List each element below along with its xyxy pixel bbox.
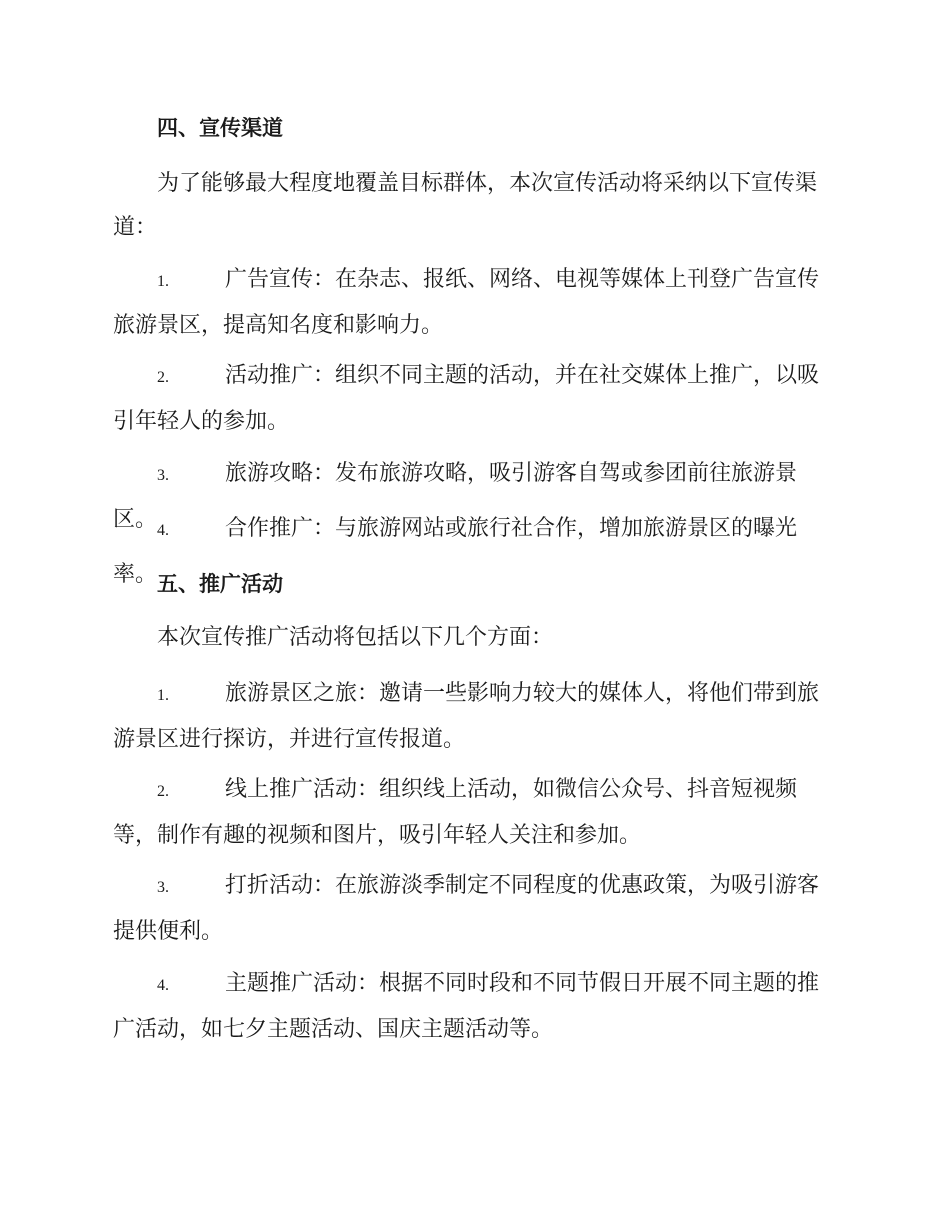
list-item-text: 打折活动：在旅游淡季制定不同程度的优惠政策，为吸引游客提供便利。 — [113, 873, 820, 944]
list-item-number: 3. — [157, 467, 169, 484]
list-item-number: 2. — [157, 783, 169, 800]
list-item-number: 1. — [157, 687, 169, 704]
list-item — [113, 864, 833, 954]
list-item-number: 1. — [157, 273, 169, 290]
list-item-text: 广告宣传：在杂志、报纸、网络、电视等媒体上刊登广告宣传旅游景区，提高知名度和影响力。 — [113, 267, 820, 338]
list-item-number: 3. — [157, 879, 169, 896]
section-heading-activities: 五、推广活动 — [157, 572, 283, 596]
list-item — [113, 962, 833, 1052]
list-item — [113, 258, 833, 348]
list-item-number: 2. — [157, 369, 169, 386]
list-item-text: 线上推广活动：组织线上活动，如微信公众号、抖音短视频等，制作有趣的视频和图片，吸引年轻人关注和参加。 — [113, 777, 798, 848]
list-item-number: 4. — [157, 977, 169, 994]
list-item-text: 活动推广：组织不同主题的活动，并在社交媒体上推广，以吸引年轻人的参加。 — [113, 363, 820, 434]
list-item — [113, 354, 833, 444]
list-item-text: 合作推广：与旅游网站或旅行社合作，增加旅游景区的曝光率。 — [113, 516, 798, 587]
section-heading-channels: 四、宣传渠道 — [157, 116, 283, 140]
list-item — [113, 672, 833, 762]
list-item-number: 4. — [157, 522, 169, 539]
section-intro-activities: 本次宣传推广活动将包括以下几个方面： — [157, 625, 554, 650]
list-item — [113, 768, 833, 858]
list-item-text: 旅游景区之旅：邀请一些影响力较大的媒体人，将他们带到旅游景区进行探访，并进行宣传报道。 — [113, 681, 820, 752]
list-item-text: 主题推广活动：根据不同时段和不同节假日开展不同主题的推广活动，如七夕主题活动、国庆主题活动等。 — [113, 971, 820, 1042]
list-item-text: 旅游攻略：发布旅游攻略，吸引游客自驾或参团前往旅游景区。 — [113, 461, 798, 532]
section-intro-channels: 为了能够最大程度地覆盖目标群体，本次宣传活动将采纳以下宣传渠道： — [113, 171, 818, 240]
